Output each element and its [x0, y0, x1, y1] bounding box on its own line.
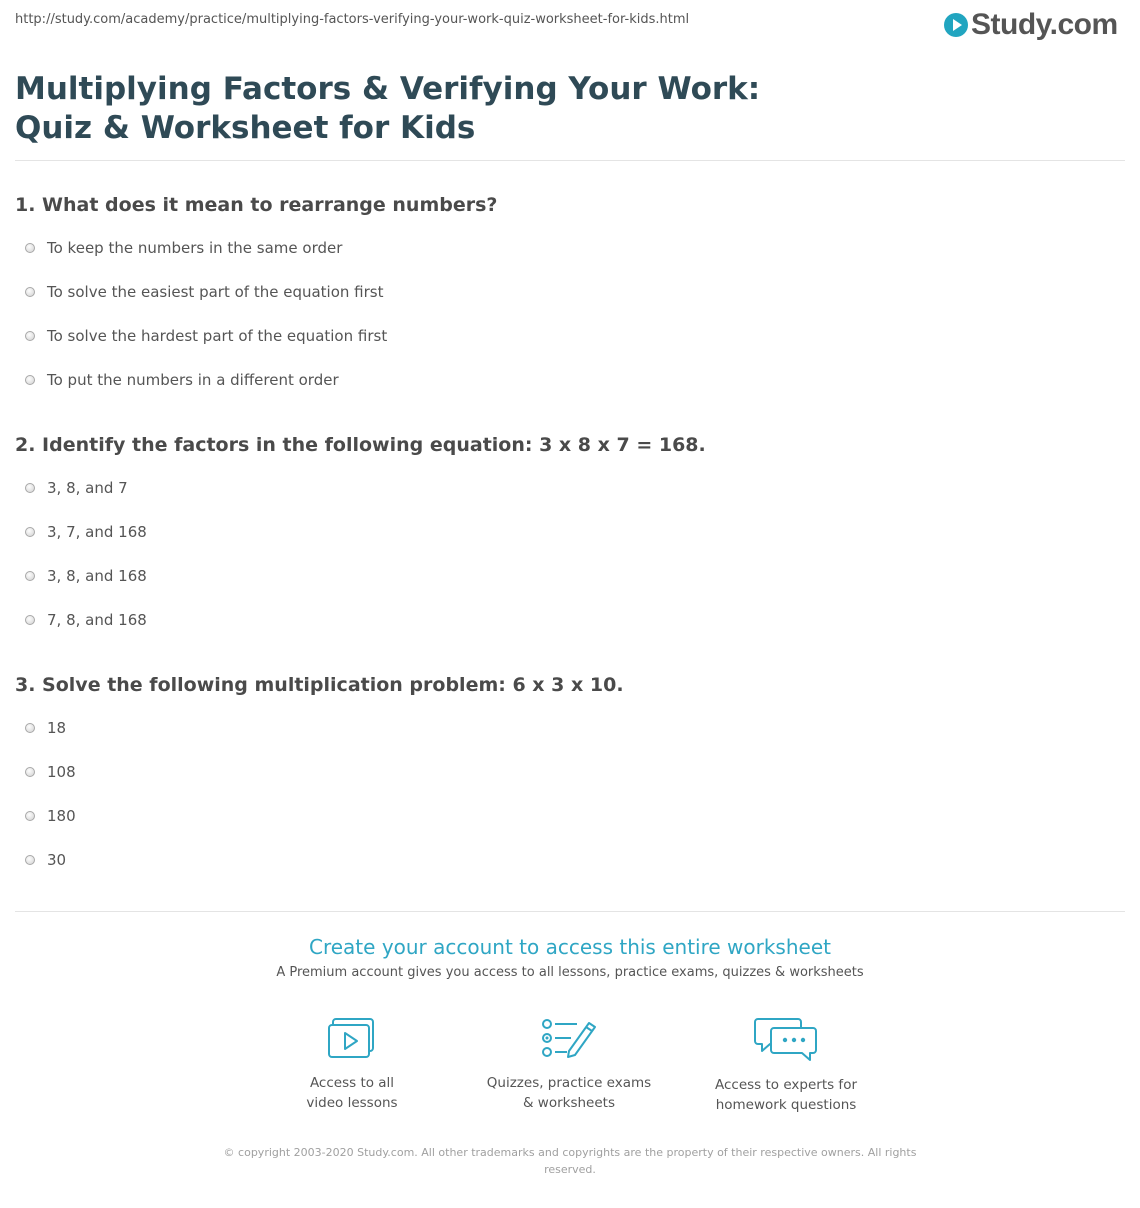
- feature-label: [686, 1075, 886, 1115]
- video-lessons-icon: [327, 1017, 377, 1061]
- feature-quizzes: [469, 1017, 669, 1113]
- page-url: http://study.com/academy/practice/multiplying-factors-verifying-your-work-quiz-worksheet-for-kids.html: [15, 12, 690, 27]
- answer-option[interactable]: [25, 763, 76, 781]
- quiz-checklist-icon: [541, 1017, 597, 1061]
- feature-video-lessons: [252, 1017, 452, 1113]
- radio-button[interactable]: [25, 811, 35, 821]
- premium-description: A Premium account gives you access to all lessons, practice exams, quizzes & worksheets: [276, 965, 864, 980]
- feature-label-line: Access to all: [309, 1075, 395, 1091]
- answer-label: To solve the easiest part of the equation first: [47, 283, 384, 301]
- feature-label-line: video lessons: [306, 1095, 398, 1111]
- answer-option[interactable]: [25, 611, 147, 629]
- answer-label: 30: [47, 851, 67, 869]
- answer-label: 180: [47, 807, 76, 825]
- answer-label: 3, 7, and 168: [47, 523, 147, 541]
- feature-label: [252, 1073, 452, 1113]
- answer-label: To put the numbers in a different order: [47, 371, 339, 389]
- feature-label-line: Quizzes, practice exams: [486, 1075, 652, 1091]
- logo-text: Study.com: [971, 8, 1118, 41]
- title-divider: [15, 160, 1125, 161]
- feature-label-line: & worksheets: [522, 1095, 615, 1111]
- answer-option[interactable]: [25, 523, 147, 541]
- radio-button[interactable]: [25, 243, 35, 253]
- radio-button[interactable]: [25, 615, 35, 625]
- question-title: 2. Identify the factors in the following equation: 3 x 8 x 7 = 168.: [15, 434, 706, 456]
- question-title: 3. Solve the following multiplication problem: 6 x 3 x 10.: [15, 674, 624, 696]
- answer-label: 108: [47, 763, 76, 781]
- study-logo[interactable]: [944, 8, 1118, 42]
- page-title: Multiplying Factors & Verifying Your Work: Quiz & Worksheet for Kids: [15, 71, 761, 146]
- feature-label: [469, 1073, 669, 1113]
- answer-option[interactable]: [25, 327, 387, 345]
- answer-option[interactable]: [25, 807, 76, 825]
- answer-label: 7, 8, and 168: [47, 611, 147, 629]
- question-title: 1. What does it mean to rearrange numbers?: [15, 194, 498, 216]
- copyright-notice: © copyright 2003-2020 Study.com. All other trademarks and copyrights are the property of their respective owners. All rights reserved.: [223, 1146, 917, 1176]
- feature-label-line: homework questions: [715, 1097, 857, 1113]
- radio-button[interactable]: [25, 331, 35, 341]
- answer-option[interactable]: [25, 719, 66, 737]
- answer-label: 3, 8, and 168: [47, 567, 147, 585]
- radio-button[interactable]: [25, 855, 35, 865]
- radio-button[interactable]: [25, 723, 35, 733]
- radio-button[interactable]: [25, 767, 35, 777]
- answer-option[interactable]: [25, 283, 383, 301]
- quiz-divider: [15, 911, 1125, 912]
- answer-label: 18: [47, 719, 67, 737]
- answer-option[interactable]: [25, 371, 339, 389]
- radio-button[interactable]: [25, 571, 35, 581]
- radio-button[interactable]: [25, 483, 35, 493]
- expert-chat-icon: [754, 1017, 818, 1063]
- radio-button[interactable]: [25, 527, 35, 537]
- answer-label: 3, 8, and 7: [47, 479, 128, 497]
- feature-label-line: Access to experts for: [714, 1077, 857, 1093]
- create-account-link[interactable]: Create your account to access this entire worksheet: [309, 935, 831, 959]
- answer-option[interactable]: [25, 479, 128, 497]
- radio-button[interactable]: [25, 375, 35, 385]
- answer-option[interactable]: [25, 567, 147, 585]
- feature-experts: [686, 1017, 886, 1115]
- answer-label: To keep the numbers in the same order: [47, 239, 343, 257]
- radio-button[interactable]: [25, 287, 35, 297]
- answer-label: To solve the hardest part of the equation first: [47, 327, 388, 345]
- play-circle-icon: [944, 13, 968, 37]
- answer-option[interactable]: [25, 851, 66, 869]
- answer-option[interactable]: [25, 239, 342, 257]
